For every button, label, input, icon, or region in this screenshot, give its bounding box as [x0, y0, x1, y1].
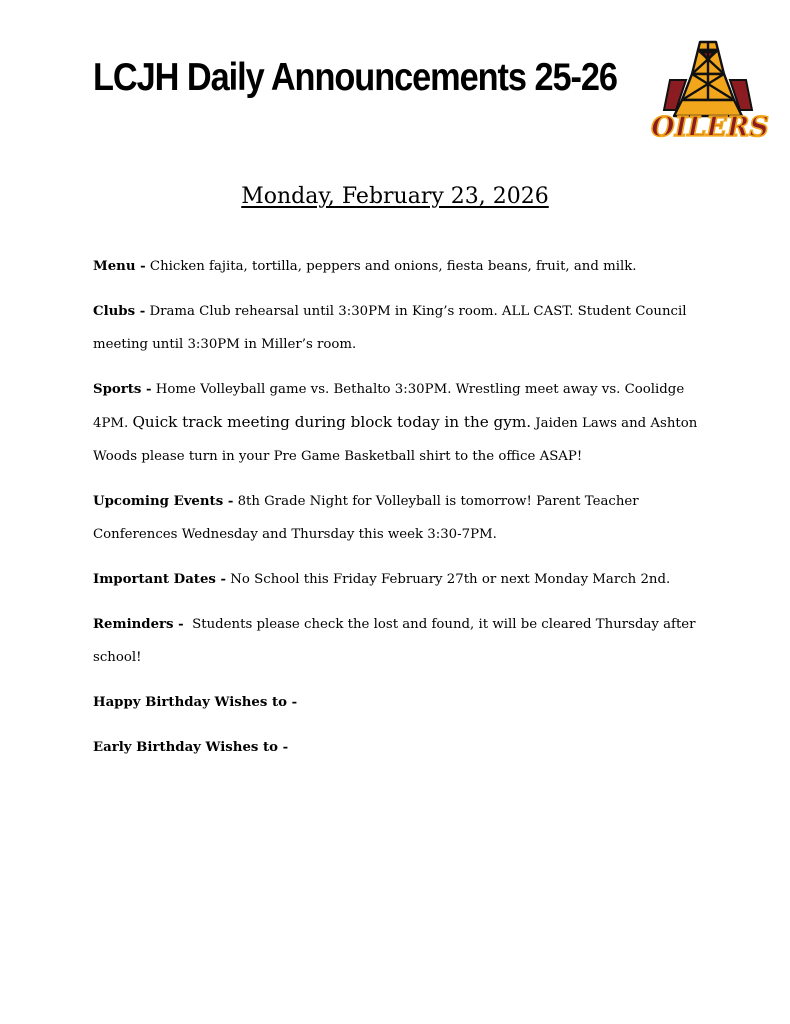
events-section [93, 485, 703, 551]
early-birthday-section [93, 731, 703, 764]
dates-label: Important Dates - [93, 572, 227, 587]
shirt-reminder-text: Jaiden Laws and Ashton Woods please turn in your Pre Game Basketball shirt to the office ASAP! [93, 416, 698, 464]
early-birthday-label: Early Birthday Wishes to - [93, 740, 289, 755]
track-meeting-text: Quick track meeting during block today in the gym. [132, 413, 532, 431]
menu-section [93, 250, 703, 283]
menu-text: Chicken fajita, tortilla, peppers and onions, fiesta beans, fruit, and milk. [145, 259, 637, 274]
events-label: Upcoming Events - [93, 494, 234, 509]
sports-label: Sports - [93, 382, 152, 397]
announcement-body [93, 250, 703, 776]
clubs-section [93, 295, 703, 361]
birthday-section [93, 686, 703, 719]
events-text: 8th Grade Night for Volleyball is tomorrow! Parent Teacher Conferences Wednesday and Thursday this week 3:30-7PM. [93, 494, 639, 542]
clubs-text: Drama Club rehearsal until 3:30PM in King’s room. ALL CAST. Student Council meeting until 3:30PM in Miller’s room. [93, 304, 687, 352]
reminders-section [93, 608, 703, 674]
birthday-label: Happy Birthday Wishes to - [93, 695, 298, 710]
logo-wordmark: OILERS [651, 112, 769, 142]
sports-section [93, 373, 703, 473]
announcement-date: Monday, February 23, 2026 [241, 184, 549, 209]
clubs-label: Clubs - [93, 304, 146, 319]
reminders-text: Students please check the lost and found, it will be cleared Thursday after school! [93, 617, 700, 665]
sports-text: Home Volleyball game vs. Bethalto 3:30PM. Wrestling meet away vs. Coolidge 4PM. [93, 382, 685, 431]
dates-section [93, 563, 703, 596]
oilers-derrick-logo [648, 36, 772, 142]
menu-label: Menu - [93, 259, 146, 274]
page-title: LCJH Daily Announcements 25-26 [93, 56, 617, 99]
dates-text: No School this Friday February 27th or next Monday March 2nd. [226, 572, 671, 587]
reminders-label: Reminders - [93, 617, 184, 632]
